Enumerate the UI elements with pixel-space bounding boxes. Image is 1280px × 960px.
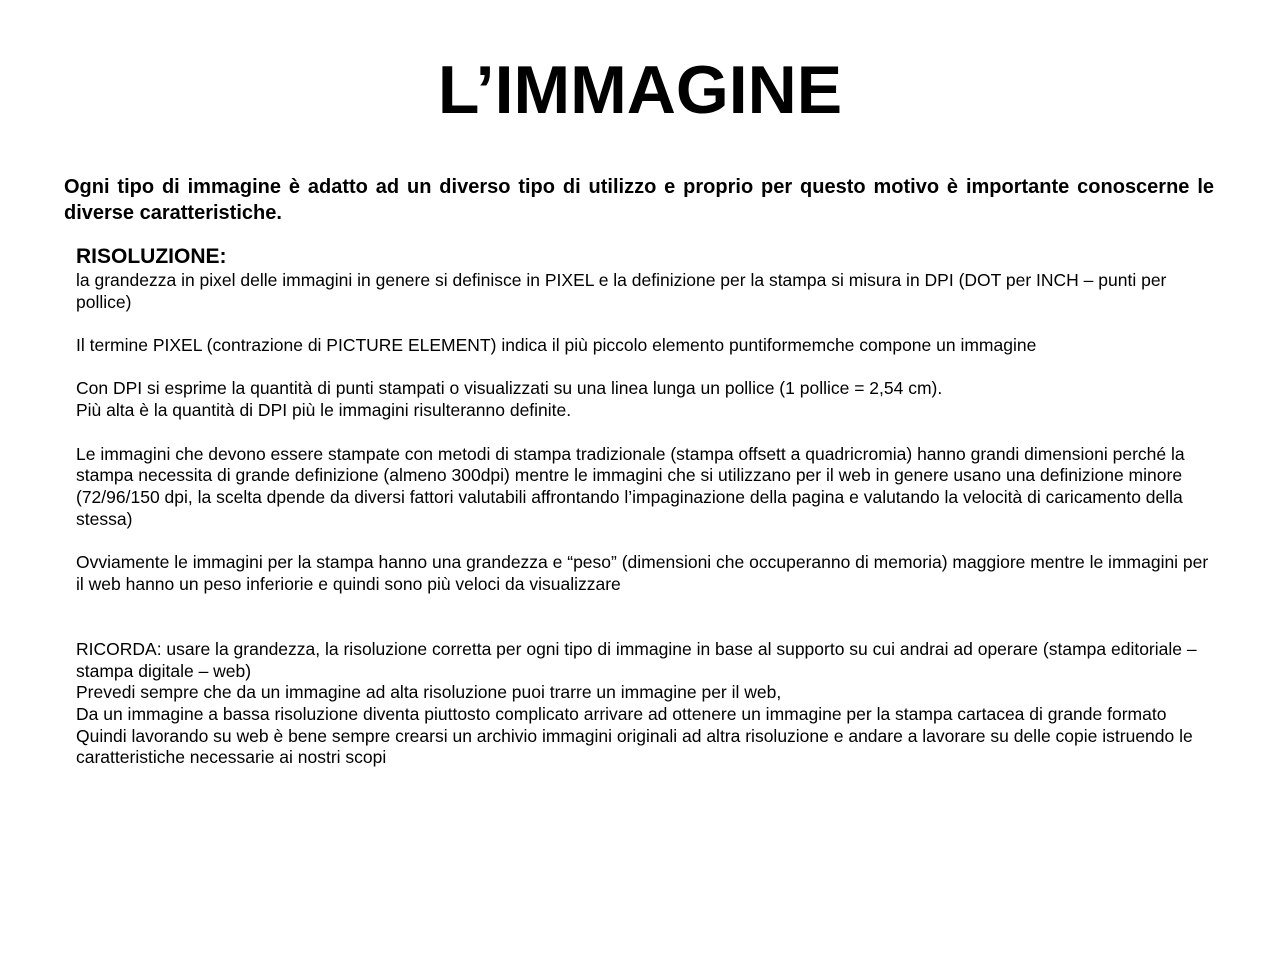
paragraph-pixel-definition: la grandezza in pixel delle immagini in genere si definisce in PIXEL e la definizione per la stampa si misura in DPI (DOT per INCH – punti per pollice) — [76, 270, 1167, 312]
spacer — [76, 313, 1216, 335]
paragraph-dpi-definition: Con DPI si esprime la quantità di punti stampati o visualizzati su una linea lunga un pollice (1 pollice = 2,54 cm). — [76, 378, 943, 399]
paragraph-ricorda: RICORDA: usare la grandezza, la risoluzione corretta per ogni tipo di immagine in base al supporto su cui andrai ad operare (stampa editoriale – stampa digitale – web) — [76, 638, 1197, 681]
content-body — [76, 243, 1216, 769]
spacer — [76, 422, 1216, 444]
spacer — [76, 357, 1216, 379]
paragraph-print-vs-web: Le immagini che devono essere stampate con metodi di stampa tradizionale (stampa offsett a quadricromia) hanno grandi dimensioni perché la stampa necessita di grande definizione (almeno 300dpi) mentre le immagini che si utilizzano per il web in genere usano una definizione minore (72/96/150 dpi, la scelta dpende da diversi fattori valutabili affrontando l’impaginazione della pagina e valutando la velocità di caricamento della stessa) — [76, 443, 1185, 529]
paragraph-low-res-tip: Da un immagine a bassa risoluzione diventa piuttosto complicato arrivare ad ottenere un immagine per la stampa cartacea di grande formato — [76, 703, 1167, 724]
slide-title: L’IMMAGINE — [437, 52, 843, 128]
paragraph-high-res-tip: Prevedi sempre che da un immagine ad alta risoluzione puoi trarre un immagine per il web, — [76, 682, 782, 703]
spacer — [76, 530, 1216, 552]
paragraph-weight: Ovviamente le immagini per la stampa hanno una grandezza e “peso” (dimensioni che occuperanno di memoria) maggiore mentre le immagini per il web hanno un peso inferiorie e quindi sono più veloci da visualizzare — [76, 552, 1209, 594]
spacer — [76, 595, 1216, 638]
paragraph-dpi-quality: Più alta è la quantità di DPI più le immagini risulteranno definite. — [76, 400, 572, 421]
paragraph-pixel-term: Il termine PIXEL (contrazione di PICTURE ELEMENT) indica il più piccolo elemento puntiformemche compone un immagine — [76, 335, 1037, 356]
intro-text: Ogni tipo di immagine è adatto ad un diverso tipo di utilizzo e proprio per questo motivo è importante conoscerne le diverse caratteristiche. — [64, 176, 1214, 224]
paragraph-archive-tip: Quindi lavorando su web è bene sempre crearsi un archivio immagini originali ad altra risoluzione e andare a lavorare su delle copie istruendo le caratteristiche necessarie ai nostri scopi — [76, 725, 1193, 768]
section-heading-risoluzione: RISOLUZIONE: — [76, 245, 227, 268]
